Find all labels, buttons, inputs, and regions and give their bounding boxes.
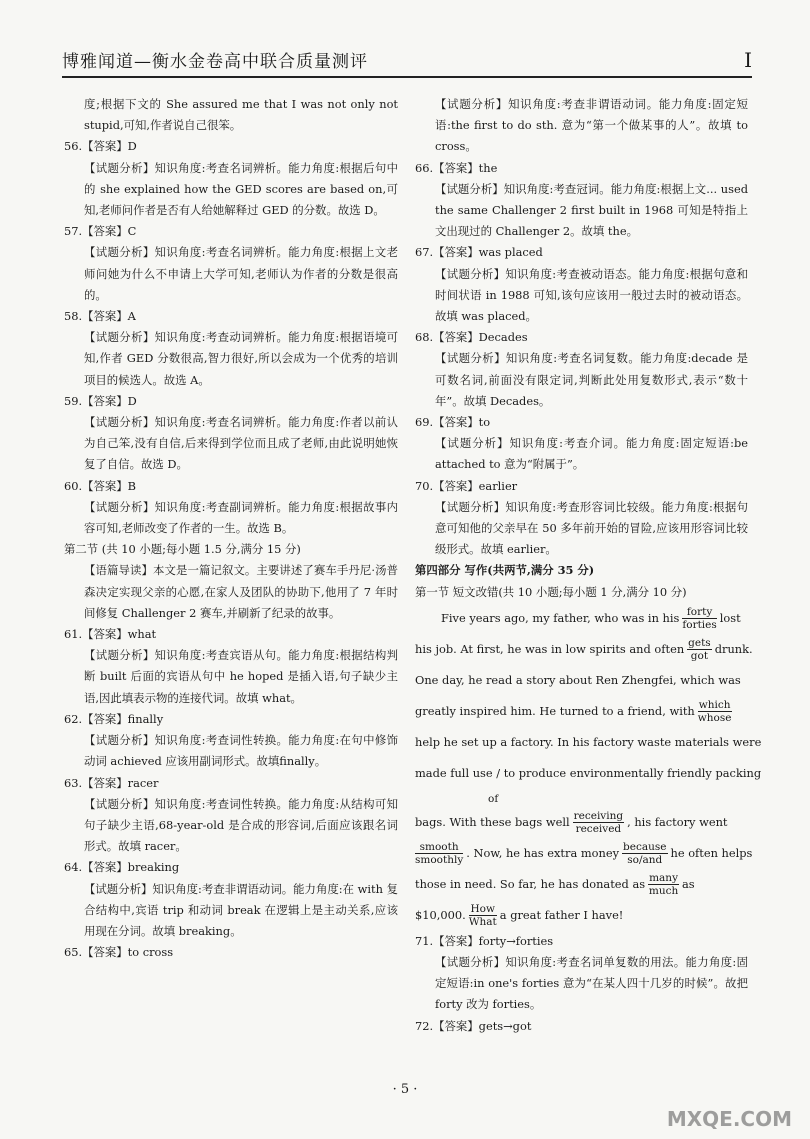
correction-10: many much [648,872,679,898]
essay-line-1: Five years ago, my father, who was in his forty forties lost [441,606,741,632]
correction-1: forty forties [682,606,717,632]
right_top-paragraph: 【试题分析】知识角度:考查非谓语动词。能力角度:固定短语:the first to do sth. 意为“第一个做某事的人”。故填 to cross。 [435,97,748,154]
left-paragraph: 【试题分析】知识角度:考查宾语从句。能力角度:根据结构判断 built 后面的宾语从句中 he hoped 是插入语,句子缺少主语,因此填表示物的连接代词。故填 what。 [84,648,398,705]
left-paragraph: 60.【答案】B [64,478,137,493]
right_top-paragraph: 68.【答案】Decades [415,330,528,345]
left-paragraph: 58.【答案】A [64,309,136,324]
right_top-paragraph: 66.【答案】the [415,160,498,175]
right-bottom-answers [415,931,748,1037]
right_top-paragraph: 第一节 短文改错(共 10 小题;每小题 1 分,满分 10 分) [415,584,687,599]
correction-7: receiving received [573,810,624,836]
left-paragraph: 56.【答案】D [64,139,137,154]
right_top-paragraph: 【试题分析】知识角度:考查介词。能力角度:固定短语:be attached to 意为“附属于”。 [435,436,748,472]
left-paragraph: 64.【答案】breaking [64,860,180,875]
right_top-paragraph: 67.【答案】was placed [415,245,543,260]
left-column [64,94,398,963]
essay-line-6: made full use / to produce environmentally friendly packing [415,765,762,780]
header-title: 博雅闻道—衡水金卷高中联合质量测评 [62,52,368,72]
left-paragraph: 度;根据下文的 She assured me that I was not only not stupid,可知,作者说自己很笨。 [84,97,398,133]
left-paragraph: 62.【答案】finally [64,711,164,726]
left-paragraph: 【试题分析】知识角度:考查非谓语动词。能力角度:在 with 复合结构中,宾语 trip 和动词 break 在逻辑上是主动关系,应该用现在分词。故填 breaking。 [84,881,398,938]
left-paragraph: 65.【答案】to cross [64,945,174,960]
correction-essay [415,603,762,931]
right-column [415,94,762,1037]
essay-line-4: greatly inspired him. He turned to a friend, with which whose [415,699,732,725]
left-paragraph: 61.【答案】what [64,627,157,642]
right_top-paragraph: 【试题分析】知识角度:考查被动语态。能力角度:根据句意和时间状语 in 1988 可知,该句应该用一般过去时的被动语态。故填 was placed。 [435,266,748,324]
right_bottom-paragraph: 72.【答案】gets→got [415,1018,532,1033]
essay-line-2: his job. At first, he was in low spirits and often gets got drunk. [415,637,753,663]
left-paragraph: 【试题分析】知识角度:考查名词辨析。能力角度:根据后句中的 she explained how the GED scores are based on,可知,老师问作者是否有人给她解释过 GED 的分数。故选 D。 [84,160,398,218]
right_top-paragraph: 69.【答案】to [415,415,491,430]
left-paragraph: 【试题分析】知识角度:考查动词辨析。能力角度:根据语境可知,作者 GED 分数很高,智力很好,所以会成为一个优秀的培训项目的候选人。故选 A。 [84,330,398,387]
correction-8: smooth smoothly [415,841,464,867]
page-header [62,44,752,78]
essay-line-3: One day, he read a story about Ren Zhengfei, which was [415,672,741,687]
right_top-paragraph: 70.【答案】earlier [415,478,518,493]
left-paragraph: 57.【答案】C [64,224,137,239]
left-paragraph: 【试题分析】知识角度:考查词性转换。能力角度:从结构可知句子缺少主语,68-year-old 是合成的形容词,后面应该跟名词形式。故填 racer。 [84,796,398,854]
page-number: · 5 · [392,1082,418,1097]
right_top-paragraph: 第四部分 写作(共两节,满分 35 分) [415,563,595,578]
right_bottom-paragraph: 71.【答案】forty→forties [415,933,554,948]
left-paragraph: 59.【答案】D [64,393,137,408]
essay-line-8: bags. With these bags well receiving received , his factory went [415,810,728,836]
essay-line-10: those in need. So far, he has donated as many much as [415,872,695,898]
left-paragraph: 【试题分析】知识角度:考查词性转换。能力角度:在句中修饰动词 achieved 应该用副词形式。故填finally。 [84,733,398,769]
left-paragraph: 【试题分析】知识角度:考查名词辨析。能力角度:作者以前认为自己笨,没有自信,后来得到学位而且成了老师,由此说明她恢复了自信。故选 D。 [84,415,398,472]
right_bottom-paragraph: 【试题分析】知识角度:考查名词单复数的用法。能力角度:固定短语:in one's forties 意为“在某人四十几岁的时候”。故把 forty 改为 forties。 [435,955,748,1012]
left-paragraph: 63.【答案】racer [64,775,159,790]
essay-line-9: smooth smoothly . Now, he has extra money because so/and he often helps [415,841,753,867]
essay-line-7 [415,789,748,807]
correction-2: gets got [688,637,711,663]
right_top-paragraph: 【试题分析】知识角度:考查冠词。能力角度:根据上文... used the same Challenger 2 first built in 1968 可知是特指上文出现过的 Challenger 2。故填 the。 [435,181,748,239]
right_top-paragraph: 【试题分析】知识角度:考查形容词比较级。能力角度:根据句意可知他的父亲早在 50 多年前开始的冒险,应该用形容词比较级形式。故填 earlier。 [435,499,748,557]
essay-line-11: $10,000. How What a great father I have! [415,903,624,929]
left-paragraph: 【试题分析】知识角度:考查副词辨析。能力角度:根据故事内容可知,老师改变了作者的一生。故选 B。 [84,499,398,536]
left-paragraph: 第二节 (共 10 小题;每小题 1.5 分,满分 15 分) [64,542,301,557]
correction-9: because so/and [623,841,667,867]
correction-6: of [488,792,499,805]
right_top-paragraph: 【试题分析】知识角度:考查名词复数。能力角度:decade 是可数名词,前面没有限定词,判断此处用复数形式,表示“数十年”。故填 Decades。 [435,351,748,408]
essay-line-5: help he set up a factory. In his factory waste materials were [415,734,762,749]
right-top-answers [415,94,748,603]
header-roman: I [744,48,752,72]
left-paragraph: 【试题分析】知识角度:考查名词辨析。能力角度:根据上文老师问她为什么不申请上大学可知,老师认为作者的分数是很高的。 [84,245,398,302]
left-paragraph: 【语篇导读】本文是一篇记叙文。主要讲述了赛车手丹尼·汤普森决定实现父亲的心愿,在家人及团队的协助下,他用了 7 年时间修复 Challenger 2 赛车,并刷新了纪录的故事。 [84,563,398,620]
correction-4: which whose [697,699,732,725]
watermark-logo: MXQE.COM [666,1107,792,1131]
correction-11: How What [468,903,497,929]
